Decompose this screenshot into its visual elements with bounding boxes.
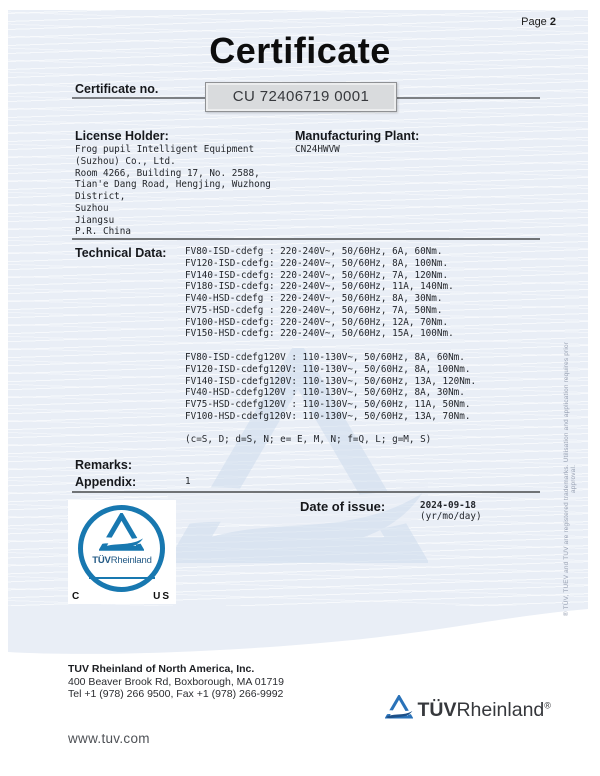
page-label bbox=[521, 16, 556, 28]
section-divider-top bbox=[72, 238, 540, 240]
technical-data-block-120v bbox=[185, 352, 476, 423]
technical-data-line: FV100-HSD-cdefg120V: 110-130V~, 50/60Hz, 13A, 70Nm. bbox=[185, 410, 471, 422]
certificate-no-label: Certificate no. bbox=[75, 82, 159, 96]
date-of-issue-label: Date of issue: bbox=[300, 499, 386, 514]
ctuvus-certification-mark bbox=[68, 500, 176, 604]
license-holder-address-line: District, bbox=[75, 191, 126, 202]
footer-address: 400 Beaver Brook Rd, Boxborough, MA 01719 bbox=[68, 676, 284, 688]
technical-data-line: FV80-ISD-cdefg120V : 110-130V~, 50/60Hz, 8A, 60Nm. bbox=[185, 352, 465, 363]
manufacturing-plant-value: CN24HWVW bbox=[295, 144, 340, 155]
technical-data-legend: (c=S, D; d=S, N; e= E, M, N; f=Q, L; g=M, S) bbox=[185, 434, 432, 445]
footer-phone: Tel +1 (978) 266 9500, Fax +1 (978) 266-9992 bbox=[68, 688, 284, 700]
technical-data-line: FV140-ISD-cdefg: 220-240V~, 50/60Hz, 7A, 120Nm. bbox=[185, 269, 449, 281]
footer-brand-logo bbox=[385, 695, 551, 722]
technical-data-line: FV75-HSD-cdefg120V : 110-130V~, 50/60Hz, 11A, 50Nm. bbox=[185, 399, 471, 410]
date-of-issue-value: 2024-09-18 bbox=[420, 500, 476, 511]
remarks-label: Remarks: bbox=[75, 458, 132, 472]
technical-data-line: FV80-ISD-cdefg : 220-240V~, 50/60Hz, 6A, 60Nm. bbox=[185, 246, 443, 257]
technical-data-line: FV180-ISD-cdefg: 220-240V~, 50/60Hz, 11A, 140Nm. bbox=[185, 281, 454, 293]
mark-brand-text bbox=[68, 555, 176, 566]
footer-brand-text bbox=[417, 699, 550, 721]
license-holder-address-line: P.R. China bbox=[75, 226, 131, 238]
certificate-no-value: CU 72406719 0001 bbox=[205, 82, 397, 112]
license-holder-address-line: (Suzhou) Co., Ltd. bbox=[75, 155, 176, 167]
license-holder-address-line: Tian'e Dang Road, Hengjing, Wuzhong bbox=[75, 179, 271, 191]
page-word: Page bbox=[521, 16, 547, 28]
tuv-triangle-icon bbox=[99, 513, 144, 553]
mark-underline bbox=[89, 577, 155, 579]
manufacturing-plant-label: Manufacturing Plant: bbox=[295, 129, 420, 143]
footer-brand-tuv: TÜV bbox=[417, 699, 457, 721]
technical-data-line: FV140-ISD-cdefg120V: 110-130V~, 50/60Hz, 13A, 120Nm. bbox=[185, 375, 477, 387]
page-number: 2 bbox=[549, 16, 556, 28]
footer-brand-rheinland: Rheinland bbox=[456, 699, 545, 721]
technical-data-line: FV40-HSD-cdefg : 220-240V~, 50/60Hz, 8A, 30Nm. bbox=[185, 293, 443, 304]
appendix-label: Appendix: bbox=[75, 475, 137, 489]
mark-brand-tuv: TÜV bbox=[92, 555, 111, 566]
footer-website-link[interactable]: www.tuv.com bbox=[68, 731, 150, 746]
appendix-value: 1 bbox=[185, 476, 191, 487]
technical-data-line: FV100-HSD-cdefg: 220-240V~, 50/60Hz, 12A, 70Nm. bbox=[185, 316, 449, 328]
date-of-issue-format-note: (yr/mo/day) bbox=[420, 511, 482, 522]
license-holder-address-line: Jiangsu bbox=[75, 214, 115, 226]
footer-company: TUV Rheinland of North America, Inc. bbox=[68, 663, 255, 675]
registered-trademark-symbol: ® bbox=[544, 700, 551, 711]
technical-data-line: FV40-HSD-cdefg120V : 110-130V~, 50/60Hz, 8A, 30Nm. bbox=[185, 387, 465, 399]
page-title: Certificate bbox=[209, 30, 391, 71]
mark-c-label: C bbox=[72, 591, 80, 602]
license-holder-address-line: Frog pupil Intelligent Equipment bbox=[75, 144, 255, 155]
technical-data-line: FV120-ISD-cdefg120V: 110-130V~, 50/60Hz, 8A, 100Nm. bbox=[185, 363, 471, 375]
license-holder-address-line: Suzhou bbox=[75, 202, 109, 214]
tuv-triangle-icon bbox=[385, 695, 413, 720]
technical-data-label: Technical Data: bbox=[75, 246, 167, 260]
license-holder-address-line: Room 4266, Building 17, No. 2588, bbox=[75, 167, 260, 179]
technical-data-line: FV75-HSD-cdefg : 220-240V~, 50/60Hz, 7A, 50Nm. bbox=[185, 304, 443, 316]
panel-bottom-wave bbox=[8, 606, 588, 662]
technical-data-line: FV150-HSD-cdefg: 220-240V~, 50/60Hz, 15A, 100Nm. bbox=[185, 328, 454, 340]
section-divider-bottom bbox=[72, 491, 540, 493]
license-holder-address bbox=[75, 144, 271, 238]
technical-data-block-230v bbox=[185, 246, 454, 340]
trademark-side-note: ® TÜV, TUEV and TUV are registered trademarks. Utilisation and application requires prior approval. bbox=[563, 341, 577, 617]
license-holder-label: License Holder: bbox=[75, 129, 169, 143]
mark-us-label: US bbox=[153, 591, 171, 602]
technical-data-line: FV120-ISD-cdefg: 220-240V~, 50/60Hz, 8A, 100Nm. bbox=[185, 257, 449, 269]
mark-brand-rheinland: Rheinland bbox=[110, 555, 152, 566]
